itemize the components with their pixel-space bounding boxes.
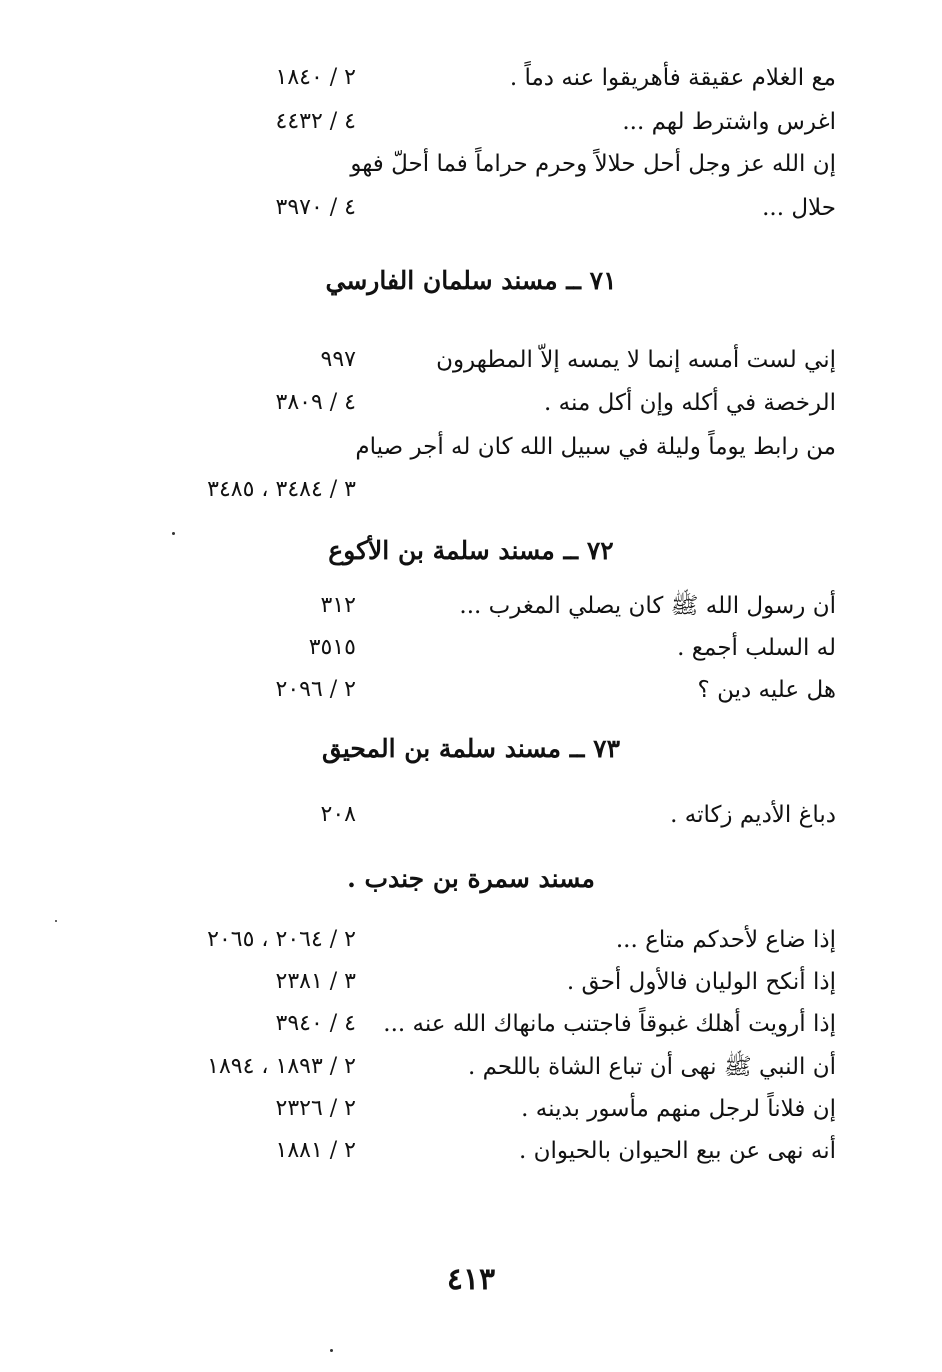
entry-row	[0, 1004, 942, 1044]
entry-row	[0, 628, 942, 668]
section-heading: ٧٢ ــ مسند سلمة بن الأكوع	[328, 536, 614, 565]
entry-text: الرخصة في أكله وإن أكل منه .	[544, 390, 836, 416]
entry-row	[0, 144, 942, 184]
entry-ref: ٢٠٨	[320, 802, 356, 827]
entry-row	[0, 670, 942, 710]
section-heading: ٧٣ ــ مسند سلمة بن المحيق	[321, 734, 620, 763]
entry-ref: ٣ / ٣٤٨٤ ، ٣٤٨٥	[207, 477, 356, 502]
entry-ref: ٤ / ٤٤٣٢	[275, 109, 356, 134]
entry-row	[0, 1131, 942, 1171]
entry-ref: ٩٩٧	[320, 347, 356, 372]
entry-row	[0, 188, 942, 228]
entry-text: له السلب أجمع .	[677, 635, 836, 661]
entry-text: إذا ضاع لأحدكم متاع ...	[615, 927, 836, 953]
scan-speck	[172, 532, 175, 535]
entry-text: هل عليه دين ؟	[697, 677, 836, 703]
entry-row	[0, 427, 942, 467]
page-number: ٤١٣	[446, 1262, 496, 1297]
entry-text: إني لست أمسه إنما لا يمسه إلاّ المطهرون	[436, 347, 836, 373]
entry-text: حلال ...	[762, 195, 836, 221]
entry-text: أن النبي ﷺ نهى أن تباع الشاة باللحم .	[468, 1054, 836, 1080]
entry-text: إن الله عز وجل أحل حلالاً وحرم حراماً فما أحلّ فهو	[350, 151, 836, 177]
entry-text: إذا أرويت أهلك غبوقاً فاجتنب مانهاك الله عنه ...	[383, 1011, 836, 1037]
entry-ref: ٤ / ٣٩٤٠	[275, 1011, 356, 1036]
section-heading: ٧١ ــ مسند سلمان الفارسي	[325, 266, 617, 295]
entry-ref: ٤ / ٣٩٧٠	[275, 195, 356, 220]
entry-ref: ٣ / ٢٣٨١	[275, 969, 356, 994]
entry-ref: ٢ / ٢٠٩٦	[275, 677, 356, 702]
entry-row	[0, 920, 942, 960]
entry-text: أنه نهى عن بيع الحيوان بالحيوان .	[518, 1138, 836, 1164]
entry-ref: ٢ / ١٨٩٣ ، ١٨٩٤	[207, 1054, 356, 1079]
section-heading: مسند سمرة بن جندب .	[347, 864, 595, 893]
entry-row	[0, 383, 942, 423]
entry-ref: ٢ / ١٨٨١	[275, 1138, 356, 1163]
entry-text: مع الغلام عقيقة فأهريقوا عنه دماً .	[509, 65, 836, 91]
entry-ref: ٣١٢	[320, 593, 356, 618]
entry-ref: ٢ / ٢٠٦٤ ، ٢٠٦٥	[207, 927, 356, 952]
entry-text: اغرس واشترط لهم ...	[622, 109, 836, 135]
entry-row	[0, 1089, 942, 1129]
entry-text: من رابط يوماً وليلة في سبيل الله كان له أجر صيام	[355, 434, 836, 460]
entry-ref: ٢ / ١٨٤٠	[275, 65, 356, 90]
entry-text: أن رسول الله ﷺ كان يصلي المغرب ...	[459, 593, 836, 619]
entry-row	[0, 1047, 942, 1087]
scan-speck	[330, 1349, 333, 1352]
entry-row	[0, 58, 942, 98]
entry-row	[0, 586, 942, 626]
entry-text: إن فلاناً لرجل منهم مأسور بدينه .	[521, 1096, 836, 1122]
entry-ref: ٢ / ٢٣٢٦	[275, 1096, 356, 1121]
entry-ref: ٤ / ٣٨٠٩	[275, 390, 356, 415]
scan-speck	[55, 920, 57, 922]
entry-text: دباغ الأديم زكاته .	[670, 802, 836, 828]
entry-row	[0, 340, 942, 380]
entry-text: إذا أنكح الوليان فالأول أحق .	[566, 969, 836, 995]
entry-ref: ٣٥١٥	[308, 635, 356, 660]
entry-row	[0, 470, 942, 510]
entry-row	[0, 102, 942, 142]
entry-row	[0, 962, 942, 1002]
entry-row	[0, 795, 942, 835]
